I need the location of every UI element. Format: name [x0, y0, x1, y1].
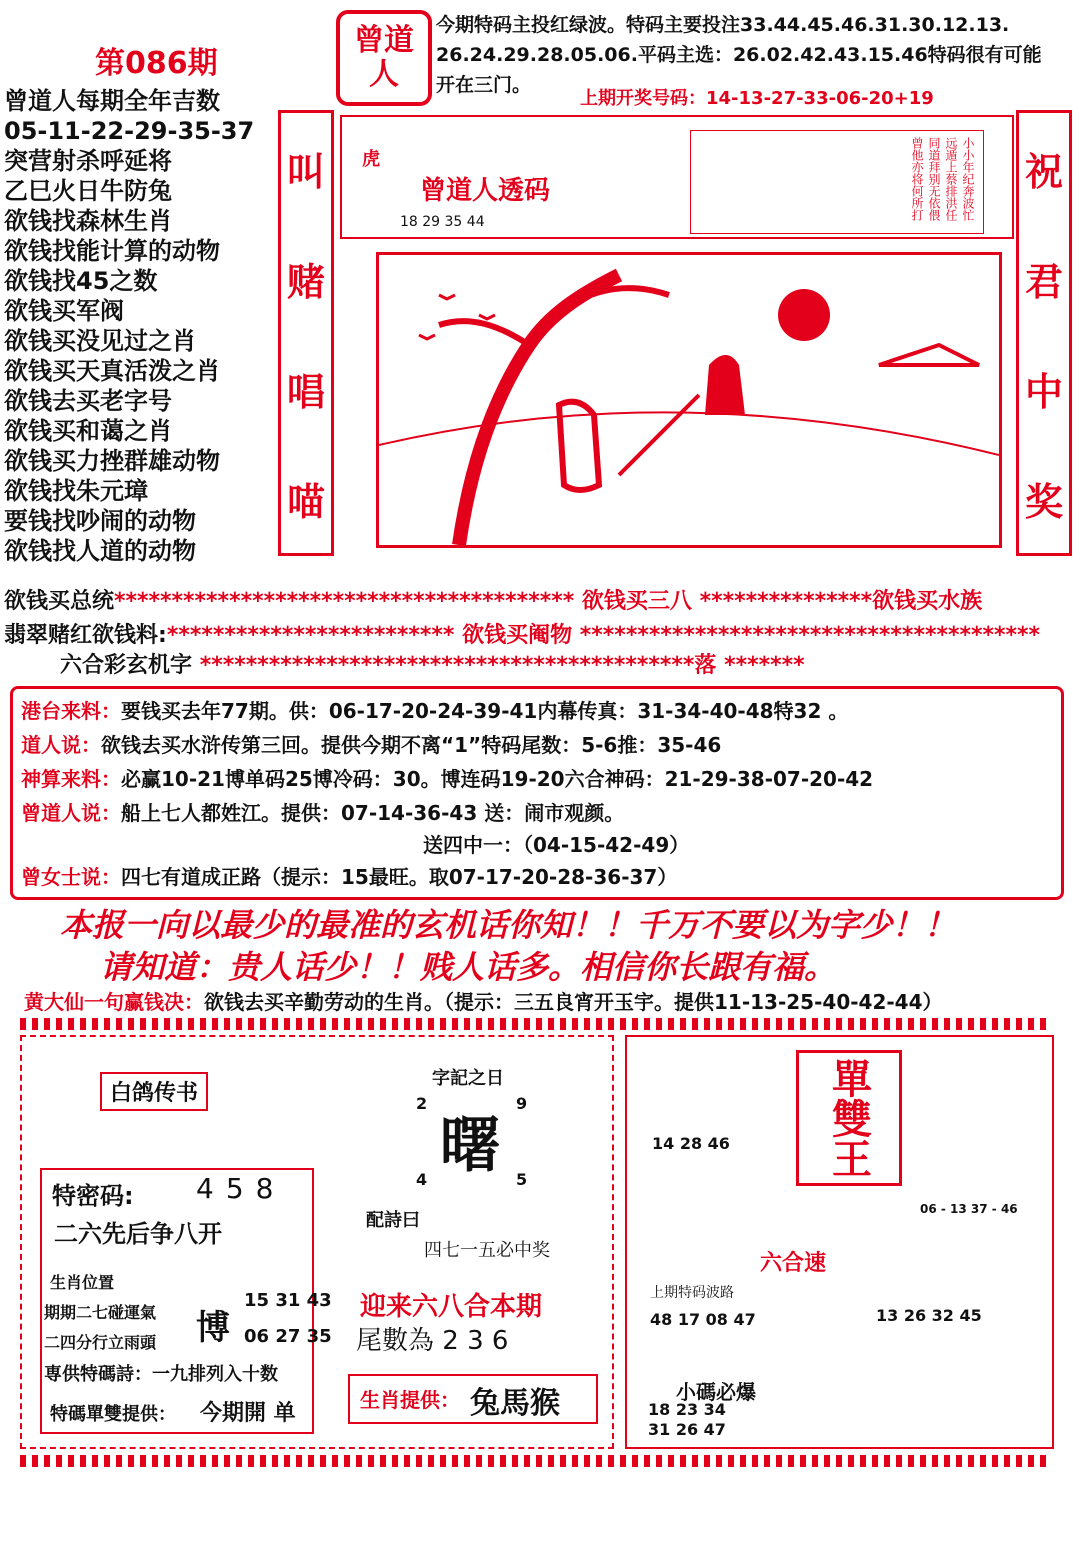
last-draw-numbers: 上期开奖号码：14-13-27-33-06-20+19	[580, 88, 934, 109]
left-list-item: 欲钱买和蔼之肖	[4, 417, 172, 445]
info-label: 道人说：	[21, 733, 101, 757]
info-row	[21, 729, 721, 758]
left-scroll	[278, 110, 334, 556]
info-row	[423, 829, 689, 858]
right-scroll	[1016, 110, 1072, 556]
wts-text: 欲钱去买辛勤劳动的生肖。（提示：三五良宵开玉宇。提供11-13-25-40-42-44）	[204, 990, 943, 1014]
liuhe-title: 六合速	[760, 1251, 827, 1276]
odd-even-label: 特碼單雙提供：	[50, 1404, 176, 1425]
wave-numbers: 48 17 08 47	[650, 1310, 756, 1329]
odd-even-value: 今期開 单	[200, 1401, 296, 1426]
top-notice-line-1: 今期特码主投红绿波。特码主要投注33.44.45.46.31.30.12.13.	[436, 14, 1010, 36]
left-list-item: 欲钱找人道的动物	[4, 537, 196, 565]
painting-illustration	[379, 255, 999, 545]
special-code-value: 458	[196, 1172, 286, 1205]
issue-number: 第086期	[95, 46, 218, 81]
left-list-item: 欲钱买天真活泼之肖	[4, 357, 220, 385]
slogan-2: 请知道：贵人话少！！贱人话多。相信你长跟有福。	[100, 948, 837, 986]
zodiac-label: 生肖提供：	[360, 1388, 460, 1412]
left-list-item: 欲钱买军阀	[4, 297, 124, 325]
info-text: 必赢10-21博单码25博冷码：30。博连码19-20六合神码：21-29-38-07-20-42	[121, 767, 874, 791]
small-code-numbers: 31 26 47	[648, 1420, 726, 1439]
star-line-1: 欲钱买总统**************************************** 欲钱买三八 ***************欲钱买水族	[4, 589, 983, 614]
left-list-item: 欲钱去买老字号	[4, 387, 172, 415]
info-text: 四七有道成正路（提示：15最旺。取07-17-20-28-36-37）	[121, 865, 678, 889]
left-list-item: 欲钱买没见过之肖	[4, 327, 196, 355]
info-text: 船上七人都姓江。提供：07-14-36-43 送：闹市观颜。	[121, 801, 625, 825]
scroll-char: 唱	[286, 369, 325, 414]
left-list-item: 要钱找吵闹的动物	[4, 507, 196, 535]
star-line-2: 翡翠赌红欲钱料:************************* 欲钱买阉物 ****************************************	[4, 623, 1040, 648]
special-code-phrase: 二六先后争八开	[54, 1220, 222, 1248]
logo: 曾道人	[336, 10, 432, 106]
last-wave-title: 上期特码波路	[650, 1285, 734, 1301]
panel-numbers: 18 29 35 44	[400, 214, 485, 230]
scroll-char: 中	[1024, 369, 1063, 414]
star-line-3: 六合彩玄机字 *******************************************落 *******	[60, 653, 805, 678]
left-list-item: 乙巳火日牛防兔	[4, 177, 172, 205]
small-code-title: 小碼必爆	[676, 1380, 756, 1404]
sd-numbers-2: 06 - 13 37 - 46	[920, 1202, 1018, 1216]
right-numbers: 13 26 32 45	[876, 1306, 982, 1325]
info-label: 曾女士说：	[21, 865, 121, 889]
sd-numbers: 14 28 46	[652, 1134, 730, 1153]
wong-tai-sin-tip	[24, 986, 943, 1015]
left-list-item: 欲钱找能计算的动物	[4, 237, 220, 265]
special-numbers-2: 06 27 35	[244, 1326, 332, 1347]
info-row	[21, 695, 848, 724]
bottom-border	[20, 1455, 1050, 1467]
info-row	[21, 861, 677, 890]
top-notice-line-3: 开在三门。	[436, 74, 532, 96]
info-text: 送四中一：（04-15-42-49）	[423, 833, 690, 857]
left-list-item: 曾道人每期全年吉数	[4, 87, 220, 115]
bai-ge-title: 白鸽传书	[100, 1072, 208, 1111]
info-text: 要钱买去年77期。供：06-17-20-24-39-41内幕传真：31-34-40-48特32 。	[121, 699, 849, 723]
divider-border	[20, 1018, 1050, 1030]
zodiac-position-title: 生肖位置	[50, 1273, 115, 1292]
small-code-numbers: 18 23 34	[648, 1400, 726, 1419]
star-line-text: 欲钱买水族	[872, 589, 983, 614]
ying-lai-slogan: 迎来六八合本期	[360, 1292, 543, 1322]
star-line-text: 欲钱买三八	[581, 589, 692, 614]
left-list-item: 05-11-22-29-35-37	[4, 117, 255, 145]
star-line-text: 欲钱买总统	[4, 589, 115, 614]
bo-char: 博	[196, 1308, 230, 1348]
special-numbers-1: 15 31 43	[244, 1290, 332, 1311]
left-list	[4, 86, 279, 566]
clock-number: 4	[416, 1170, 428, 1189]
scroll-char: 赌	[286, 259, 325, 304]
info-text: 欲钱去买水浒传第三回。提供今期不离“1”特码尾数：5-6推：35-46	[101, 733, 722, 757]
zodiac-position-line: 期期二七碰運氣	[44, 1303, 157, 1322]
zodiac-value: 兔馬猴	[470, 1386, 560, 1421]
left-list-item: 突营射杀呼延将	[4, 147, 172, 175]
clock-number: 2	[416, 1094, 428, 1113]
tiger-tag: 虎	[362, 149, 380, 170]
info-row	[21, 797, 624, 826]
mid-slogan: 四七一五必中奖	[424, 1240, 550, 1261]
info-row	[21, 763, 873, 792]
info-label: 神算来料：	[21, 767, 121, 791]
top-notice-line-2: 26.24.29.28.05.06.平码主选：26.02.42.43.15.46特码很有可能	[436, 44, 1042, 66]
star-line-text: 翡翠赌红欲钱料:	[4, 623, 167, 648]
left-list-item: 欲钱找45之数	[4, 267, 158, 295]
scroll-char: 祝	[1024, 149, 1063, 194]
tail-numbers: 尾數為 2 3 6	[356, 1326, 509, 1356]
scroll-char: 喵	[286, 479, 325, 524]
wts-label: 黄大仙一句赢钱决：	[24, 990, 204, 1014]
single-double-king: 單雙王	[796, 1050, 902, 1186]
info-label: 港台来料：	[21, 699, 121, 723]
zodiac-position-line: 二四分行立雨頭	[44, 1333, 157, 1352]
star-line-text: 欲钱买阉物	[462, 623, 573, 648]
star-line-text: 落	[694, 653, 717, 678]
scroll-char: 奖	[1024, 479, 1063, 524]
info-box	[10, 686, 1064, 900]
panel-poem: 小小年纪奔波忙 远遁上蔡排洪任 同道拜别无依偎 曾他亦将何所打	[690, 130, 984, 234]
clock-character: 曙	[440, 1111, 500, 1181]
special-code-label: 特密码:	[52, 1182, 134, 1210]
left-list-item: 欲钱买力挫群雄动物	[4, 447, 220, 475]
clock-title: 字記之日	[432, 1068, 504, 1089]
slogan-1: 本报一向以最少的最准的玄机话你知！！千万不要以为字少！！	[60, 906, 957, 944]
left-list-item: 欲钱找森林生肖	[4, 207, 172, 235]
left-list-item: 欲钱找朱元璋	[4, 477, 148, 505]
scroll-char: 君	[1024, 259, 1063, 304]
clock-number: 5	[516, 1170, 528, 1189]
special-poem: 専供特碼詩：一九排列入十数	[44, 1364, 278, 1385]
ink-painting	[376, 252, 1002, 548]
clock-number: 9	[516, 1094, 528, 1113]
star-line-text: 六合彩玄机字	[60, 653, 193, 678]
pei-shi-label: 配詩曰	[366, 1210, 420, 1231]
panel-title: 曾道人透码	[420, 176, 551, 206]
info-label: 曾道人说：	[21, 801, 121, 825]
scroll-char: 叫	[286, 149, 325, 194]
